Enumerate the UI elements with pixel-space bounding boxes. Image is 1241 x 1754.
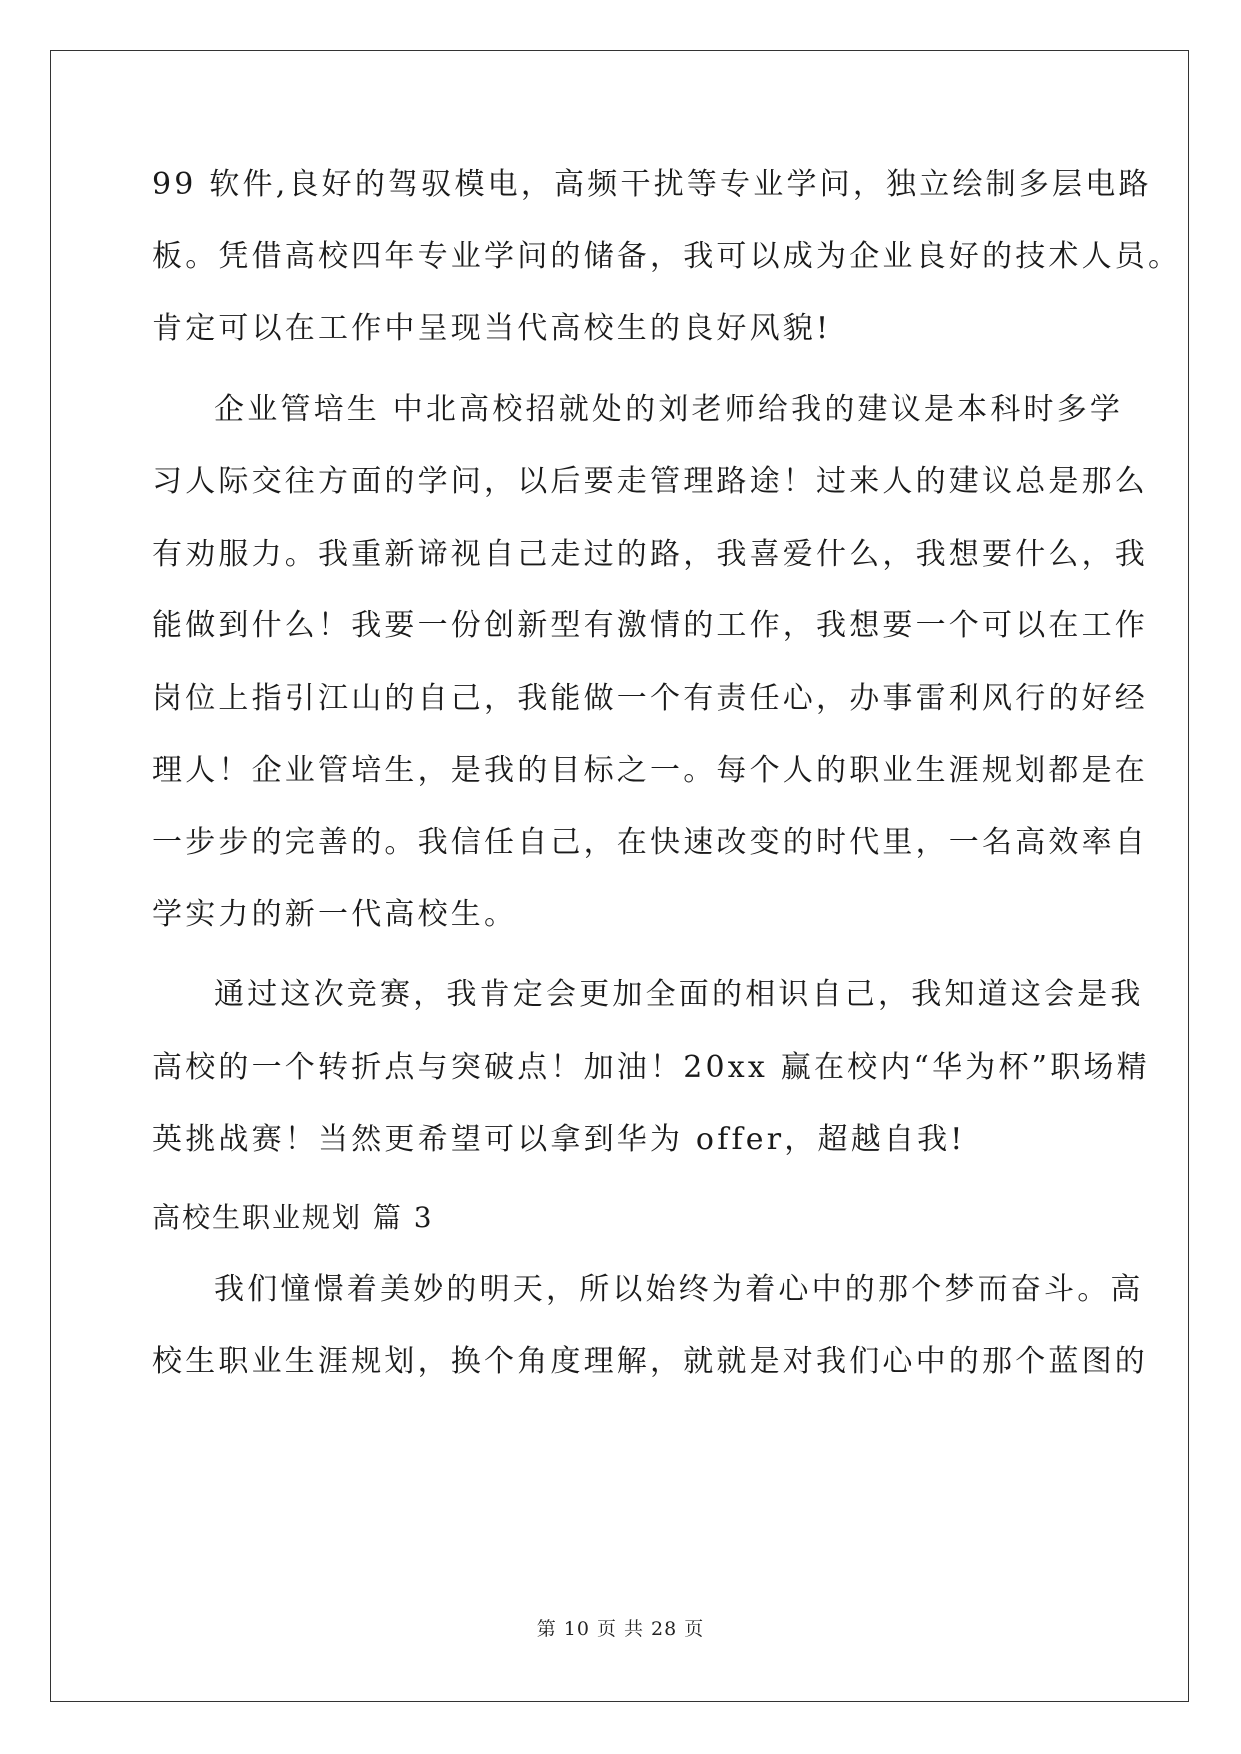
paragraph-2-line-4: 能做到什么！我要一份创新型有激情的工作，我想要一个可以在工作 xyxy=(152,608,1148,643)
paragraph-1-line-2: 板。凭借高校四年专业学问的储备，我可以成为企业良好的技术人员。 xyxy=(152,239,1182,274)
paragraph-2-line-7: 一步步的完善的。我信任自己，在快速改变的时代里，一名高效率自 xyxy=(152,825,1148,860)
paragraph-1-line-3: 肯定可以在工作中呈现当代高校生的良好风貌! xyxy=(152,311,832,346)
paragraph-2-line-6: 理人！企业管培生，是我的目标之一。每个人的职业生涯规划都是在 xyxy=(152,753,1148,788)
paragraph-2-line-8: 学实力的新一代高校生。 xyxy=(152,897,518,932)
page-border xyxy=(50,50,1189,1702)
paragraph-3-line-2: 高校的一个转折点与突破点！加油！20xx 赢在校内“华为杯”职场精 xyxy=(152,1050,1150,1085)
section-heading: 高校生职业规划 篇 3 xyxy=(152,1201,434,1234)
paragraph-4-line-1: 我们憧憬着美妙的明天，所以始终为着心中的那个梦而奋斗。高 xyxy=(214,1272,1144,1307)
paragraph-2-line-5: 岗位上指引江山的自己，我能做一个有责任心，办事雷利风行的好经 xyxy=(152,681,1148,716)
paragraph-2-line-2: 习人际交往方面的学问，以后要走管理路途！过来人的建议总是那么 xyxy=(152,464,1148,499)
paragraph-1-line-1: 99 软件,良好的驾驭模电，高频干扰等专业学问，独立绘制多层电路 xyxy=(152,167,1152,202)
paragraph-2-line-1: 企业管培生 中北高校招就处的刘老师给我的建议是本科时多学 xyxy=(214,392,1124,427)
paragraph-2-line-3: 有劝服力。我重新谛视自己走过的路，我喜爱什么，我想要什么，我 xyxy=(152,537,1148,572)
paragraph-3-line-1: 通过这次竞赛，我肯定会更加全面的相识自己，我知道这会是我 xyxy=(214,977,1144,1012)
page-number-footer: 第 10 页 共 28 页 xyxy=(536,1618,705,1640)
paragraph-3-line-3: 英挑战赛！当然更希望可以拿到华为 offer，超越自我! xyxy=(152,1122,966,1157)
paragraph-4-line-2: 校生职业生涯规划，换个角度理解，就就是对我们心中的那个蓝图的 xyxy=(152,1344,1148,1379)
